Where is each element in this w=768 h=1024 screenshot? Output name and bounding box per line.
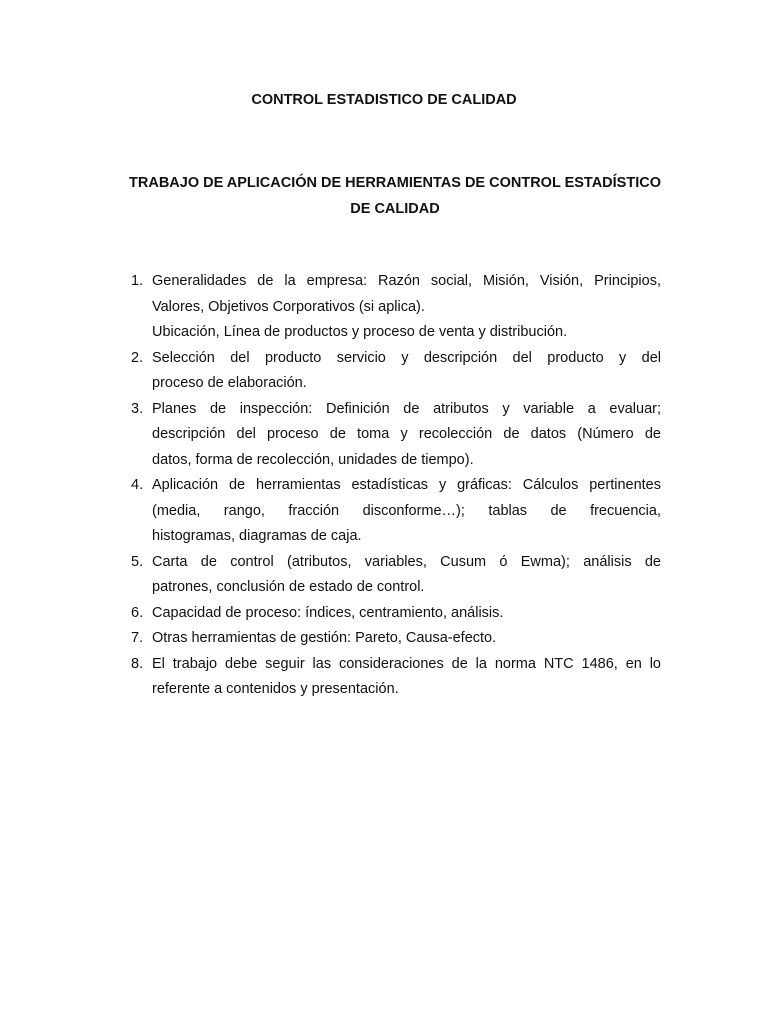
item-line: histogramas, diagramas de caja. [152, 528, 362, 544]
item-line: patrones, conclusión de estado de control. [152, 579, 425, 595]
item-number: 4. [131, 477, 144, 493]
item-line: Valores, Objetivos Corporativos (si aplica). [152, 298, 425, 315]
list-item [131, 473, 661, 550]
item-number: 6. [131, 604, 144, 621]
item-line: El trabajo debe seguir las consideraciones de la norma NTC 1486, en lo [152, 655, 661, 672]
item-line: Ubicación, Línea de productos y proceso de venta y distribución. [152, 324, 568, 340]
item-line: Carta de control (atributos, variables, Cusum ó Ewma); análisis de [152, 553, 661, 570]
list-item [131, 550, 661, 601]
item-number: 1. [131, 273, 144, 289]
item-line: datos, forma de recolección, unidades de tiempo). [152, 451, 474, 468]
item-number: 2. [131, 349, 144, 366]
document-subtitle: TRABAJO DE APLICACIÓN DE HERRAMIENTAS DE CONTROL ESTADÍSTICO DE CALIDAD [129, 175, 661, 217]
item-line: (media, rango, fracción disconforme…); tablas de frecuencia, [152, 502, 661, 519]
document-title: CONTROL ESTADISTICO DE CALIDAD [251, 92, 517, 108]
item-line: Generalidades de la empresa: Razón social, Misión, Visión, Principios, [152, 273, 661, 289]
item-line: referente a contenidos y presentación. [152, 681, 399, 697]
requirements-list [131, 269, 661, 703]
list-item [131, 397, 661, 474]
item-line: Selección del producto servicio y descripción del producto y del [152, 349, 661, 366]
list-item [131, 269, 661, 346]
item-number: 7. [131, 630, 144, 646]
list-item [131, 346, 661, 397]
list-item [131, 652, 661, 703]
item-number: 5. [131, 553, 144, 570]
item-line: descripción del proceso de toma y recolección de datos (Número de [152, 426, 661, 442]
list-item [131, 626, 661, 652]
item-line: Otras herramientas de gestión: Pareto, Causa-efecto. [152, 630, 497, 646]
item-line: Capacidad de proceso: índices, centramiento, análisis. [152, 604, 504, 621]
item-number: 3. [131, 400, 144, 417]
item-line: proceso de elaboración. [152, 375, 307, 391]
list-item [131, 601, 661, 627]
item-number: 8. [131, 655, 144, 672]
item-line: Planes de inspección: Definición de atributos y variable a evaluar; [152, 400, 661, 417]
item-line: Aplicación de herramientas estadísticas y gráficas: Cálculos pertinentes [152, 477, 661, 493]
